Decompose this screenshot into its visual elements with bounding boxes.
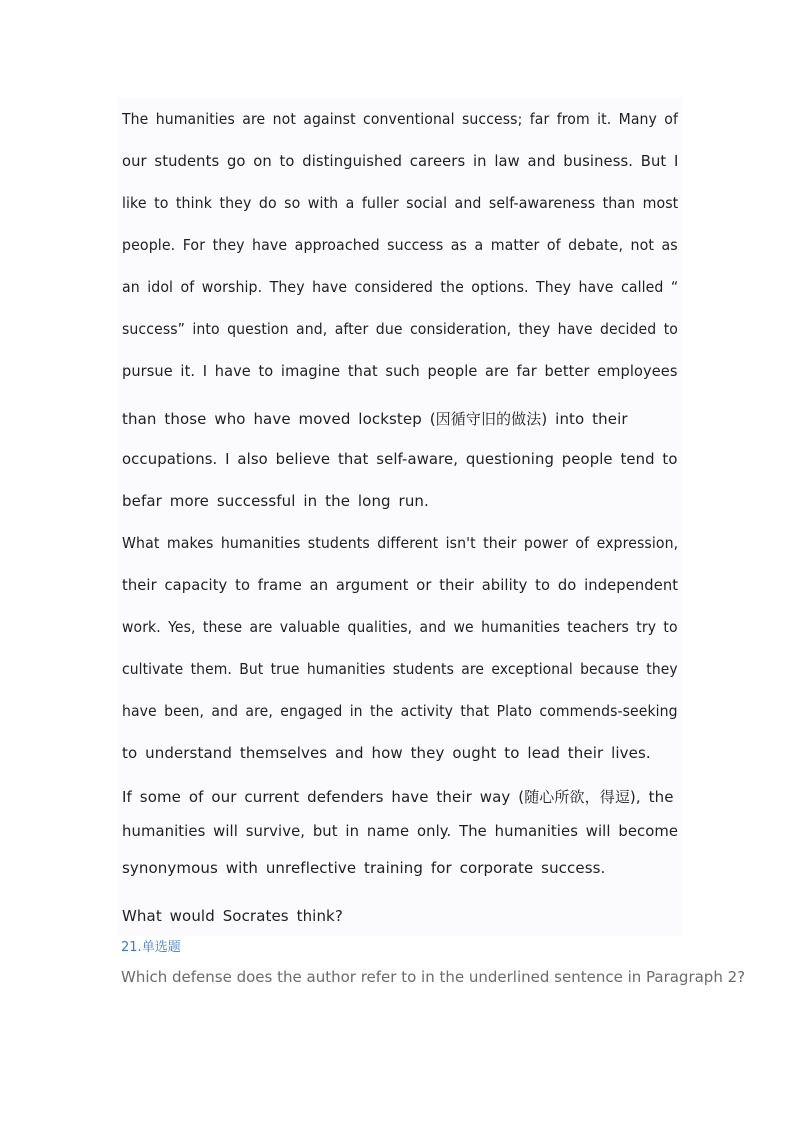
passage-line: cultivate them. But true humanities students are exceptional because they (122, 660, 678, 678)
passage-line: have been, and are, engaged in the activity that Plato commends-seeking (122, 702, 678, 720)
passage-line: to understand themselves and how they ought to lead their lives. (122, 744, 651, 762)
passage-line: What would Socrates think? (122, 907, 343, 925)
passage-line: befar more successful in the long run. (122, 492, 429, 510)
question-header (121, 936, 181, 955)
passage-line: like to think they do so with a fuller social and self-awareness than most (122, 194, 679, 212)
question-number: 21. (121, 940, 142, 955)
passage-line: an idol of worship. They have considered the options. They have called “ (122, 278, 679, 296)
passage-line: success” into question and, after due consideration, they have decided to (122, 320, 679, 338)
passage-line: synonymous with unreflective training for corporate success. (122, 859, 606, 877)
passage-line: The humanities are not against conventional success; far from it. Many of (122, 110, 679, 128)
passage-line: than those who have moved lockstep (因循守旧的做法) into their (122, 410, 628, 428)
passage-line: work. Yes, these are valuable qualities, and we humanities teachers try to (122, 618, 678, 636)
passage-line: occupations. I also believe that self-aware, questioning people tend to (122, 450, 678, 468)
passage-line: humanities will survive, but in name only. The humanities will become (122, 822, 679, 840)
passage-line: pursue it. I have to imagine that such people are far better employees (122, 362, 678, 380)
passage-line: What makes humanities students different isn't their power of expression, (122, 534, 679, 552)
passage-line: their capacity to frame an argument or their ability to do independent (122, 576, 679, 594)
passage-line: our students go on to distinguished careers in law and business. But I (122, 152, 679, 170)
passage-line: people. For they have approached success as a matter of debate, not as (122, 236, 678, 254)
passage-line: If some of our current defenders have their way (随心所欲，得逗), the (122, 788, 674, 806)
question-text: Which defense does the author refer to in the underlined sentence in Paragraph 2? (121, 968, 746, 986)
reading-passage (118, 98, 682, 936)
question-type: 单选题 (141, 940, 181, 955)
